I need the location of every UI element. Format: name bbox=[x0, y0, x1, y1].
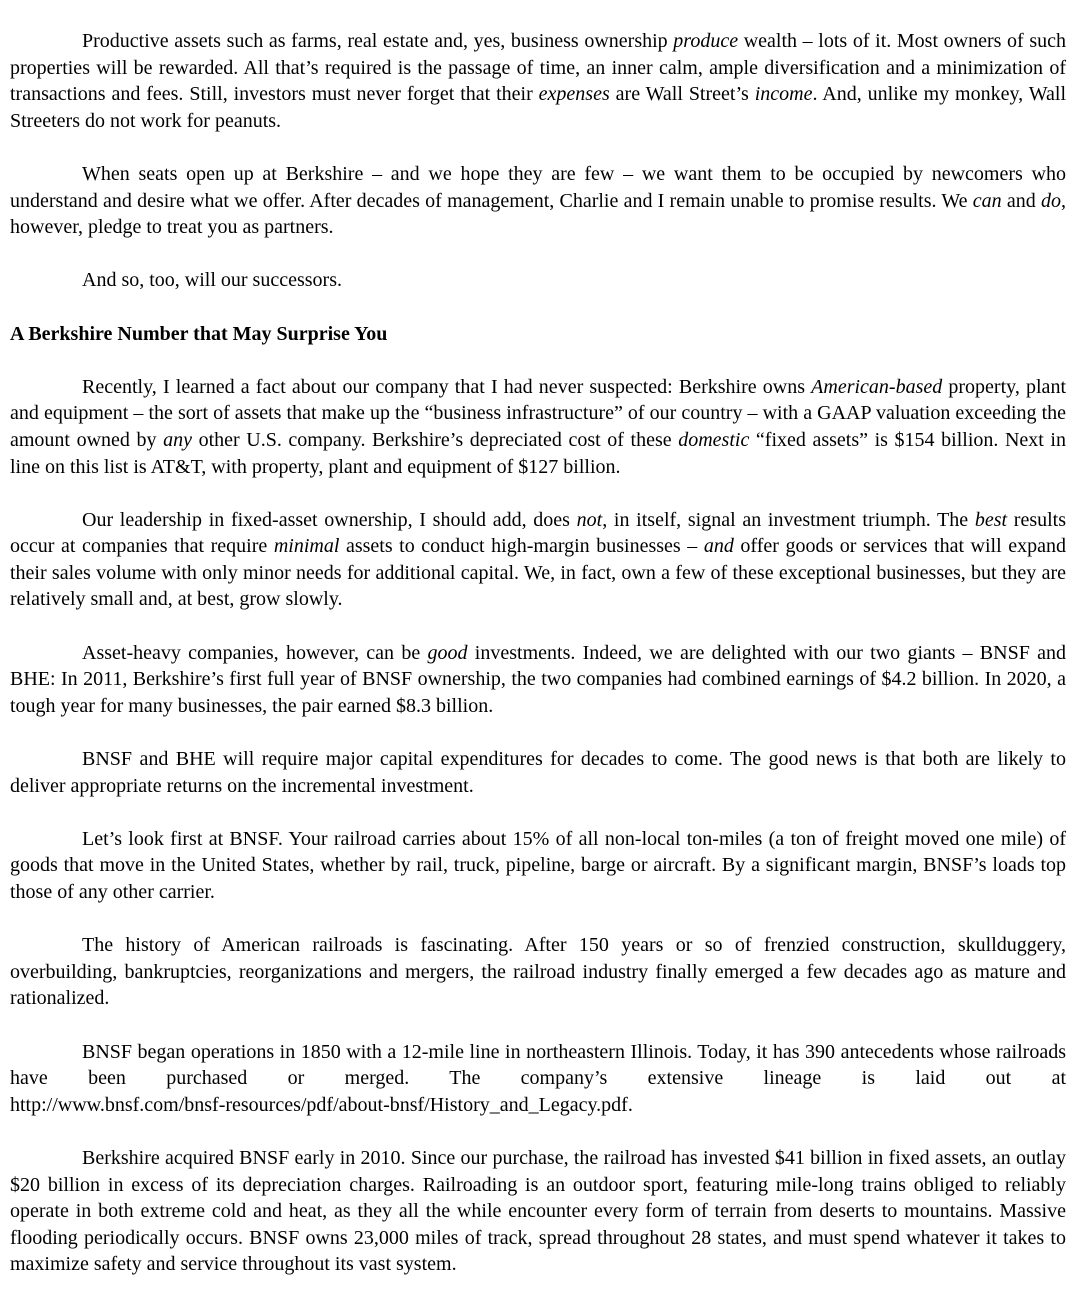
italic-text-segment: produce bbox=[673, 30, 739, 52]
section-heading bbox=[10, 321, 1066, 348]
text-segment: Productive assets such as farms, real estate and, yes, business ownership bbox=[82, 30, 674, 52]
text-segment: The history of American railroads is fascinating. After 150 years or so of frenzied construction, skullduggery, overbuilding, bankruptcies, reorganizations and mergers, the railroad industry finally emerged a few decades ago as mature and rationalized. bbox=[10, 934, 1066, 1010]
italic-text-segment: domestic bbox=[678, 428, 750, 451]
text-segment: are Wall Street’s bbox=[609, 83, 755, 106]
paragraph bbox=[10, 28, 1066, 134]
text-segment: assets to conduct high-margin businesses – bbox=[339, 535, 704, 558]
text-segment: And so, too, will our successors. bbox=[82, 269, 342, 292]
text-segment: . And, unlike my monkey, Wall Streeters do not work for peanuts. bbox=[10, 83, 1067, 132]
text-segment: , however, pledge to treat you as partners. bbox=[10, 189, 1066, 239]
italic-text-segment: good bbox=[427, 641, 468, 664]
text-segment: Let’s look first at BNSF. Your railroad carries about 15% of all non-local ton-miles (a ton of freight moved one mile) of goods that move in the United States, whether by rail, truck, pipeline, barge or aircraft. By a significant margin, BNSF’s loads top those of any other carrier. bbox=[10, 827, 1066, 903]
text-segment: investments. Indeed, we are delighted with our two giants – BNSF and BHE: In 2011, Berkshire’s first full year of BNSF ownership, the two companies had combined earnings of $4.2 billion. In 2020, a tough year for many businesses, the pair earned $8.3 billion. bbox=[10, 641, 1066, 717]
italic-text-segment: not bbox=[576, 508, 603, 531]
italic-text-segment: minimal bbox=[273, 535, 340, 558]
text-segment: Asset-heavy companies, however, can be bbox=[82, 641, 428, 664]
text-segment: results occur at companies that require bbox=[10, 508, 1066, 558]
text-segment: BNSF began operations in 1850 with a 12-mile line in northeastern Illinois. Today, it has 390 antecedents whose railroads have been purchased or merged. The company’s extensive lineage is laid out at bbox=[10, 1040, 1066, 1090]
paragraph bbox=[10, 1145, 1066, 1278]
text-segment: BNSF and BHE will require major capital expenditures for decades to come. The good news is that both are likely to deliver appropriate returns on the incremental investment. bbox=[10, 748, 1066, 797]
text-segment: other U.S. company. Berkshire’s depreciated cost of these bbox=[191, 428, 679, 451]
paragraph bbox=[10, 161, 1066, 241]
italic-text-segment: can bbox=[972, 189, 1002, 212]
paragraph bbox=[10, 1039, 1066, 1119]
text-segment: , in itself, signal an investment triumph. The bbox=[602, 508, 975, 531]
text-segment: A Berkshire Number that May Surprise You bbox=[10, 322, 388, 345]
italic-text-segment: American-based bbox=[811, 375, 943, 398]
italic-text-segment: best bbox=[974, 508, 1008, 531]
text-segment: and bbox=[1001, 189, 1041, 212]
text-segment: wealth – lots of it. Most owners of such properties will be rewarded. All that’s required is the passage of time, an inner calm, ample diversification and a minimization of transactions and fees. Still, investors must never forget that their bbox=[10, 30, 1066, 106]
italic-text-segment: income bbox=[754, 83, 813, 106]
italic-text-segment: expenses bbox=[538, 83, 610, 106]
text-segment: Berkshire acquired BNSF early in 2010. Since our purchase, the railroad has invested $41 billion in fixed assets, an outlay $20 billion in excess of its depreciation charges. Railroading is an outdoor sport, featuring mile-long trains obliged to reliably operate in both extreme cold and heat, as they all the while encounter every form of terrain from deserts to mountains. Massive flooding periodically occurs. BNSF owns 23,000 miles of track, spread throughout 28 states, and must spend whatever it takes to maximize safety and service throughout its vast system. bbox=[10, 1146, 1066, 1276]
italic-text-segment: do bbox=[1041, 189, 1061, 212]
paragraph bbox=[10, 932, 1066, 1012]
text-segment: When seats open up at Berkshire – and we hope they are few – we want them to be occupied by newcomers who understand and desire what we offer. After decades of management, Charlie and I remain unable to promise results. We bbox=[10, 162, 1066, 212]
paragraph bbox=[10, 374, 1066, 480]
paragraph bbox=[10, 507, 1066, 613]
text-segment: offer goods or services that will expand their sales volume with only minor needs for additional capital. We, in fact, own a few of these exceptional businesses, but they are relatively small and, at best, grow slowly. bbox=[10, 535, 1066, 611]
paragraph bbox=[10, 746, 1066, 799]
text-segment: “fixed assets” is $154 billion. Next in line on this list is AT&T, with property, plant and equipment of $127 billion. bbox=[10, 428, 1066, 478]
text-segment: Recently, I learned a fact about our company that I had never suspected: Berkshire owns bbox=[82, 375, 812, 398]
url-text-segment: http://www.bnsf.com/bnsf-resources/pdf/about-bnsf/History_and_Legacy.pdf. bbox=[10, 1093, 633, 1116]
italic-text-segment: and bbox=[703, 535, 734, 558]
italic-text-segment: any bbox=[163, 428, 192, 451]
paragraph bbox=[10, 826, 1066, 906]
paragraph bbox=[10, 267, 1066, 294]
text-segment: Our leadership in fixed-asset ownership, I should add, does bbox=[82, 508, 577, 531]
paragraph bbox=[10, 640, 1066, 720]
text-segment: property, plant and equipment – the sort of assets that make up the “business infrastructure” of our country – with a GAAP valuation exceeding the amount owned by bbox=[10, 375, 1066, 451]
